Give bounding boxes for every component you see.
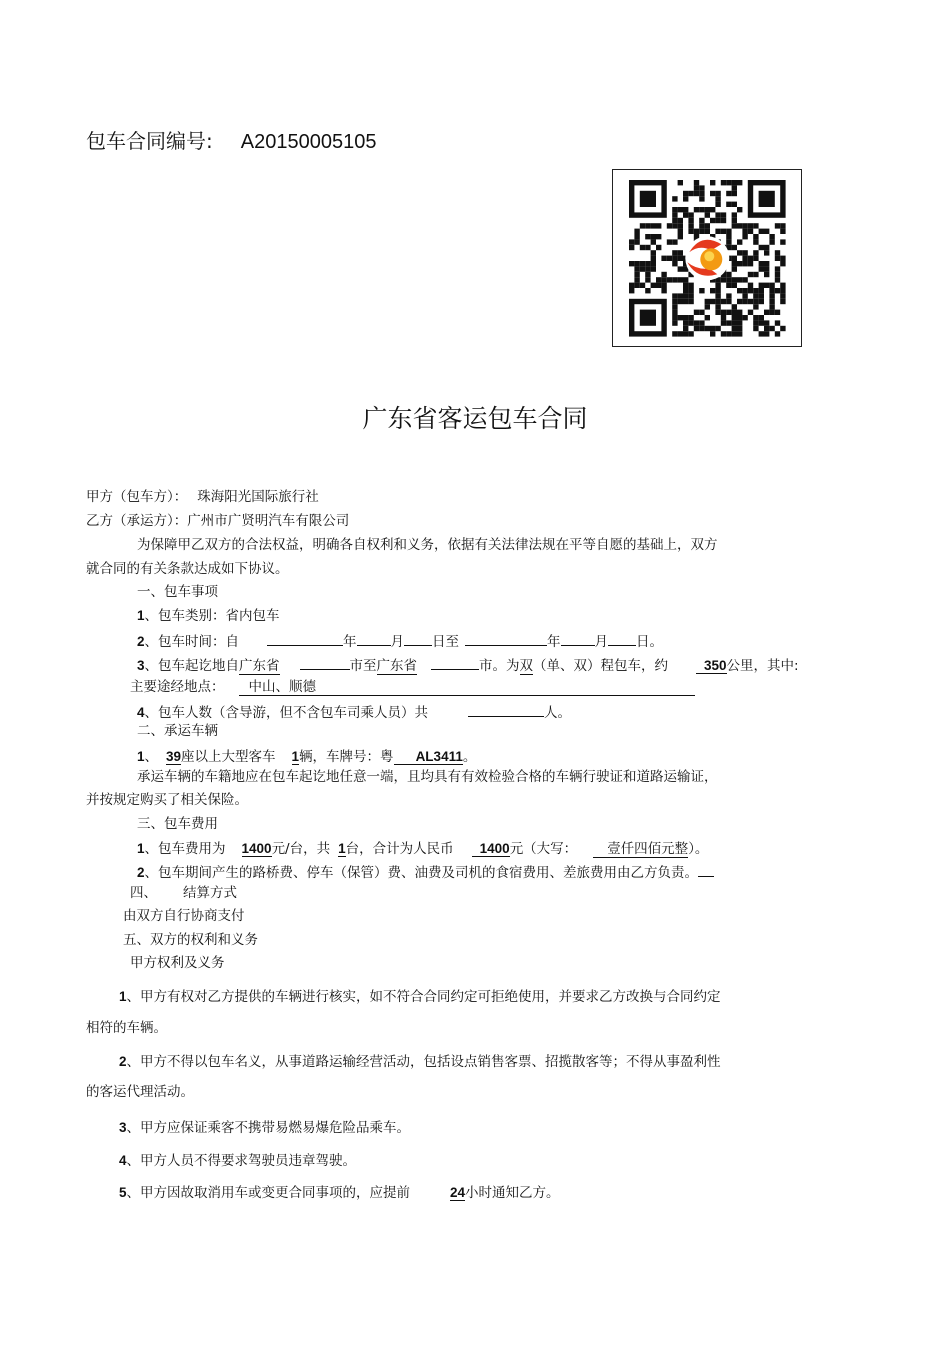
total-in-words: 壹仟四佰元整 bbox=[593, 842, 688, 858]
item-text: 、包车费用为 bbox=[144, 841, 226, 857]
start-day-blank bbox=[404, 631, 432, 646]
item-number: 5 bbox=[119, 1185, 127, 1200]
item-number: 1 bbox=[119, 989, 127, 1004]
party-a-line bbox=[86, 488, 319, 506]
section-2-item-1 bbox=[137, 748, 476, 766]
item-text: 、包车时间：自 bbox=[144, 634, 240, 650]
section-1-item-3 bbox=[137, 655, 799, 675]
plate-number: AL3411 bbox=[394, 749, 463, 765]
item-text: 、甲方人员不得要求驾驶员违章驾驶。 bbox=[126, 1153, 357, 1169]
section-5-heading: 五、双方的权利和义务 bbox=[123, 932, 258, 948]
day-label: 日。 bbox=[636, 634, 664, 650]
passenger-count-blank bbox=[468, 702, 544, 717]
section-1-item-2 bbox=[137, 631, 663, 651]
item-text: 、甲方因故取消用车或变更合同事项的，应提前 bbox=[126, 1185, 411, 1201]
month-label: 月 bbox=[594, 634, 609, 650]
party-b-name: 广州市广贤明汽车有限公司 bbox=[187, 513, 350, 529]
vehicle-note-line-2: 并按规定购买了相关保险。 bbox=[86, 792, 248, 808]
settlement-content: 由双方自行协商支付 bbox=[123, 908, 245, 924]
rights-item-1-line-2: 相符的车辆。 bbox=[86, 1020, 167, 1036]
section-3-heading: 三、包车费用 bbox=[137, 816, 218, 832]
item-text: 座以上大型客车 bbox=[181, 749, 276, 765]
start-year-blank bbox=[267, 631, 343, 646]
route-value: 中山、顺德 bbox=[239, 680, 695, 696]
section-title: 结算方式 bbox=[183, 885, 237, 901]
item-number: 2 bbox=[137, 865, 145, 880]
item-text: 。 bbox=[462, 749, 477, 765]
preamble-line-1: 为保障甲乙双方的合法权益，明确各自权利和义务，依据有关法律法规在平等自愿的基础上，双方 bbox=[137, 537, 718, 553]
item-number: 2 bbox=[119, 1054, 127, 1069]
contract-number-label: 包车合同编号: bbox=[86, 129, 213, 153]
unit-count: 1 bbox=[338, 841, 346, 856]
item-number: 1 bbox=[137, 841, 145, 856]
item-text: 、包车人数（含导游，但不含包车司乘人员）共 bbox=[144, 705, 429, 721]
month-label: 月 bbox=[390, 634, 405, 650]
year-label: 年 bbox=[547, 634, 561, 650]
section-3-item-1 bbox=[137, 840, 708, 858]
route-label: 主要途经地点： bbox=[130, 679, 225, 695]
party-b-label: 乙方（承运方）： bbox=[86, 513, 188, 529]
distance-km: 350 bbox=[696, 658, 727, 674]
document-title: 广东省客运包车合同 bbox=[362, 404, 588, 433]
party-a-name: 珠海阳光国际旅行社 bbox=[197, 489, 319, 505]
vehicle-count: 1 bbox=[291, 749, 300, 764]
end-day-blank bbox=[608, 631, 636, 646]
origin-province: 广东省 bbox=[239, 658, 280, 674]
item-text: 台，合计为人民币 bbox=[345, 841, 454, 857]
start-month-blank bbox=[357, 631, 391, 646]
section-1-heading: 一、包车事项 bbox=[137, 584, 218, 600]
trip-type: 双 bbox=[519, 658, 534, 674]
item-text: 元（大写： bbox=[509, 841, 578, 857]
item-text: 元/台，共 bbox=[271, 841, 331, 857]
item-text: ）。 bbox=[688, 841, 709, 857]
section-1-item-1 bbox=[137, 607, 280, 625]
qr-code-graphic bbox=[613, 170, 801, 346]
item-text: 市至 bbox=[349, 658, 377, 674]
notice-hours: 24 bbox=[450, 1185, 466, 1200]
item-text: 公里，其中: bbox=[726, 658, 799, 674]
section-4-heading bbox=[130, 884, 237, 902]
item-number: 4 bbox=[119, 1153, 127, 1168]
destination-city-blank bbox=[431, 655, 479, 670]
item-number: 4 bbox=[137, 705, 145, 720]
item-number: 3 bbox=[119, 1120, 127, 1135]
item-text: 市。为 bbox=[479, 658, 520, 674]
item-text: 、包车类别：省内包车 bbox=[144, 608, 280, 624]
item-text: 辆，车牌号：粤 bbox=[299, 749, 394, 765]
year-label: 年 bbox=[343, 634, 357, 650]
seat-count: 39 bbox=[166, 749, 182, 764]
item-text: 、包车期间产生的路桥费、停车（保管）费、油费及司机的食宿费用、差旅费用由乙方负责。 bbox=[144, 865, 699, 881]
item-text: 、 bbox=[144, 749, 159, 765]
total-price: 1400 bbox=[472, 841, 510, 857]
item-text: 、甲方有权对乙方提供的车辆进行核实，如不符合合同约定可拒绝使用，并要求乙方改换与合同约定 bbox=[126, 989, 721, 1005]
contract-number-value: A20150005105 bbox=[240, 131, 377, 153]
contract-number bbox=[86, 128, 376, 155]
rights-item-2-line-2: 的客运代理活动。 bbox=[86, 1084, 194, 1100]
vehicle-note-line-1: 承运车辆的车籍地应在包车起讫地任意一端，且均具有有效检验合格的车辆行驶证和道路运输证， bbox=[137, 769, 718, 785]
item-text: 、包车起讫地自 bbox=[144, 658, 240, 674]
day-label: 日至 bbox=[432, 634, 460, 650]
section-3-item-2 bbox=[137, 862, 714, 882]
item-text: （单、双）程包车，约 bbox=[533, 658, 669, 674]
trailing-blank bbox=[698, 862, 714, 877]
party-a-label: 甲方（包车方）： bbox=[86, 489, 188, 505]
rights-item-2-line-1 bbox=[119, 1053, 721, 1071]
party-a-rights-heading: 甲方权利及义务 bbox=[130, 955, 225, 971]
preamble-line-2: 就合同的有关条款达成如下协议。 bbox=[86, 561, 289, 577]
item-text: 、甲方应保证乘客不携带易燃易爆危险品乘车。 bbox=[126, 1120, 411, 1136]
destination-province: 广东省 bbox=[376, 658, 418, 674]
item-text: 、甲方不得以包车名义，从事道路运输经营活动，包括设点销售客票、招揽散客等；不得从事盈利性 bbox=[126, 1054, 721, 1070]
section-number: 四、 bbox=[130, 885, 157, 901]
item-number: 1 bbox=[137, 608, 145, 623]
unit-price: 1400 bbox=[241, 841, 272, 856]
item-number: 1 bbox=[137, 749, 145, 764]
item-number: 2 bbox=[137, 634, 145, 649]
end-year-blank bbox=[465, 631, 547, 646]
rights-item-4 bbox=[119, 1152, 356, 1170]
item-number: 3 bbox=[137, 658, 145, 673]
rights-item-1-line-1 bbox=[119, 988, 721, 1006]
section-2-heading: 二、承运车辆 bbox=[137, 723, 218, 739]
item-text: 人。 bbox=[544, 705, 572, 721]
route-line bbox=[130, 678, 695, 696]
origin-city-blank bbox=[300, 655, 350, 670]
section-1-item-4 bbox=[137, 702, 571, 722]
party-b-line bbox=[86, 512, 349, 530]
rights-item-3 bbox=[119, 1119, 410, 1137]
rights-item-5 bbox=[119, 1184, 560, 1202]
qr-code-icon bbox=[612, 169, 802, 347]
end-month-blank bbox=[561, 631, 595, 646]
item-text: 小时通知乙方。 bbox=[465, 1185, 560, 1201]
